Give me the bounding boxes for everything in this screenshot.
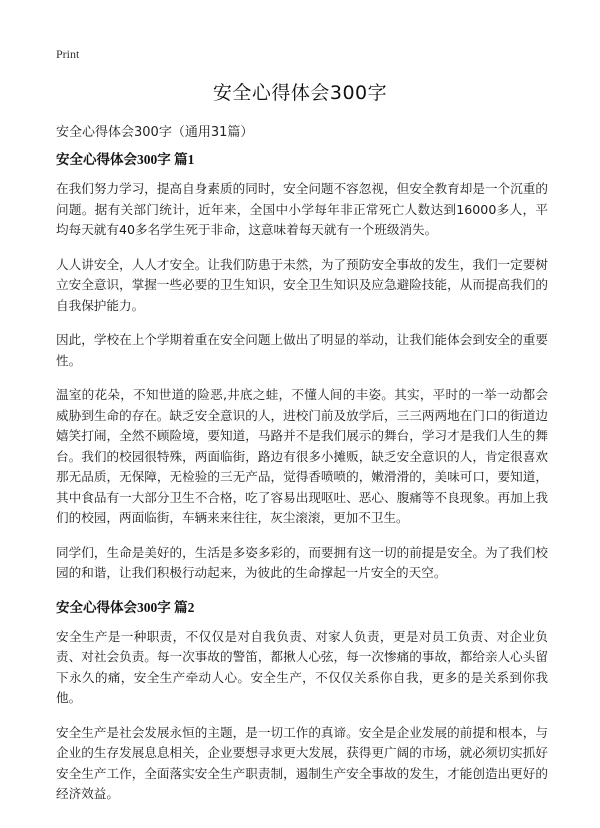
- section-heading: 安全心得体会300字 篇2: [56, 599, 195, 615]
- document-title: 安全心得体会300字: [212, 82, 388, 104]
- paragraph: 在我们努力学习，提高自身素质的同时，安全问题不容忽视，但安全教育却是一个沉重的问题。据有关部门统计，近年来，全国中小学每年非正常死亡人数达到16000多人，平均每天就有40多名学生死于非命，这意味着每天就有一个班级消失。: [56, 181, 548, 237]
- section-2: [56, 598, 548, 805]
- paragraph: 同学们，生命是美好的，生活是多姿多彩的，而要拥有这一切的前提是安全。为了我们校园的和谐，让我们积极行动起来，为彼此的生命撑起一片安全的天空。: [56, 544, 548, 580]
- paragraph: 人人讲安全，人人才安全。让我们防患于未然，为了预防安全事故的发生，我们一定要树立安全意识，掌握一些必要的卫生知识，安全卫生知识及应急避险技能，从而提高我们的自我保护能力。: [56, 256, 548, 313]
- document-subtitle: 安全心得体会300字（通用31篇）: [56, 125, 254, 140]
- paragraph: 安全生产是社会发展永恒的主题，是一切工作的真谛。安全是企业发展的前提和根本，与企业的生存发展息息相关，企业要想寻求更大发展，获得更广阔的市场，就必须切实抓好安全生产工作，全面落实安全生产职责制，遏制生产安全事故的发生，才能创造出更好的经济效益。: [56, 724, 548, 801]
- document-body: [56, 150, 548, 819]
- print-label: Print: [56, 47, 80, 61]
- paragraph: 安全生产是一种职责，不仅仅是对自我负责、对家人负责，更是对员工负责、对企业负责、对社会负责。每一次事故的警笛，都揪人心弦，每一次惨痛的事故，都给亲人心头留下永久的痛，安全生产牵动人心。安全生产，不仅仅关系你自我，更多的是关系到你我他。: [56, 628, 548, 705]
- paragraph: 温室的花朵，不知世道的险恶,井底之蛙，不懂人间的丰姿。其实，平时的一举一动都会威胁到生命的存在。缺乏安全意识的人，进校门前及放学后，三三两两地在门口的街道边嬉笑打闹，全然不顾险境，要知道，马路并不是我们展示的舞台，学习才是我们人生的舞台。我们的校园很特殊，两面临街，路边有很多小摊贩，缺乏安全意识的人，肯定很喜欢那无品质，无保障，无检验的三无产品，觉得香喷喷的，嫩滑滑的，美味可口，要知道，其中食品有一大部分卫生不合格，吃了容易出现呕吐、恶心、腹痛等不良现象。再加上我们的校园，两面临街，车辆来来往往，灰尘滚滚，更加不卫生。: [56, 387, 548, 525]
- section-heading: 安全心得体会300字 篇1: [56, 152, 195, 167]
- paragraph: 因此，学校在上个学期着重在安全问题上做出了明显的举动，让我们能体会到安全的重要性。: [56, 332, 548, 368]
- section-1: [56, 150, 548, 584]
